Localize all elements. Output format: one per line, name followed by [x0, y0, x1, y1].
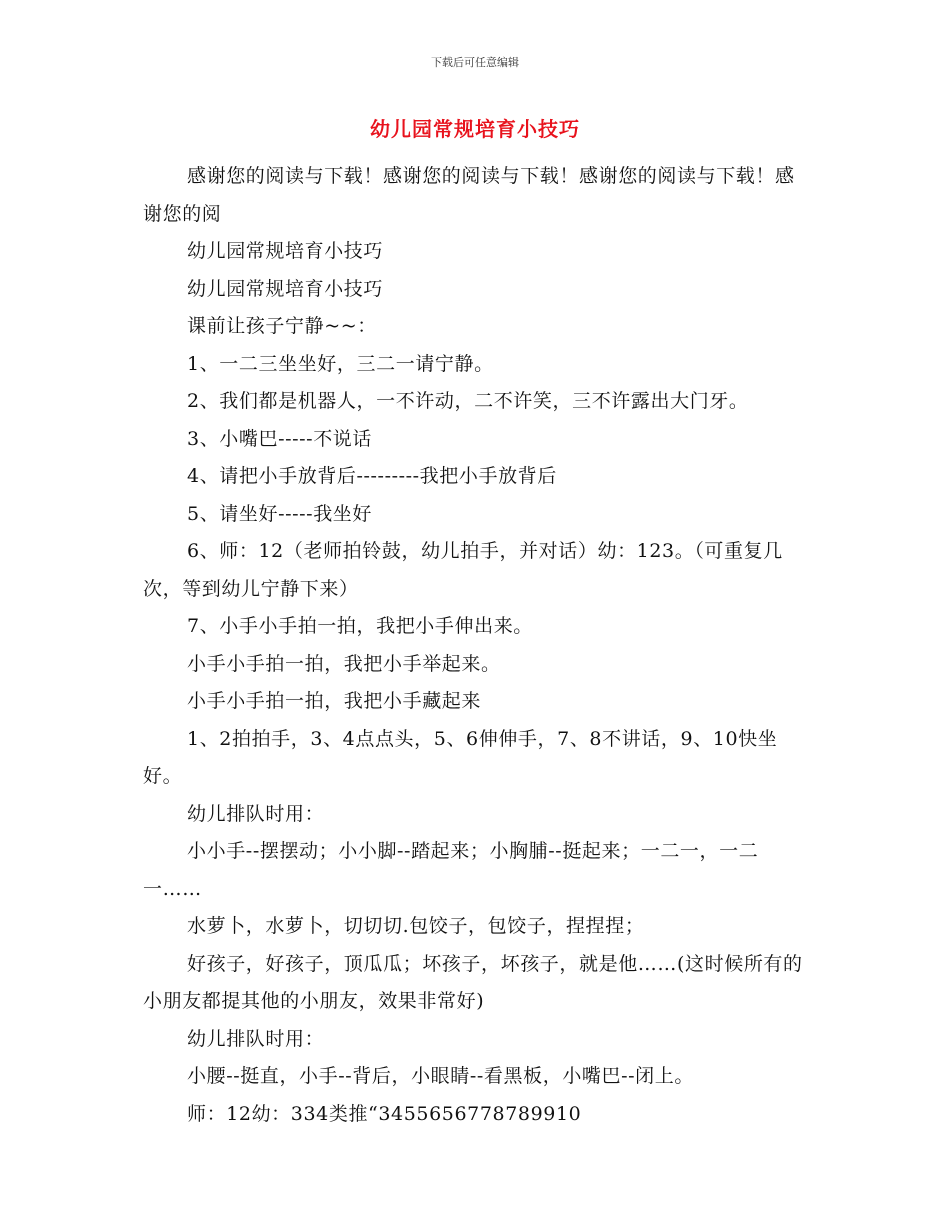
paragraph: 小手小手拍一拍，我把小手藏起来 [187, 690, 482, 712]
paragraph: 3、小嘴巴-----不说话 [187, 427, 372, 450]
paragraph: 幼儿排队时用： [187, 802, 325, 825]
paragraph: 水萝卜，水萝卜，切切切.包饺子，包饺子，捏捏捏； [187, 915, 645, 937]
paragraph: 1、2拍拍手，3、4点点头，5、6伸伸手，7、8不讲话，9、10快坐好。 [143, 727, 778, 787]
paragraph: 1、一二三坐坐好，三二一请宁静。 [187, 352, 494, 375]
paragraph: 幼儿园常规培育小技巧 [187, 240, 384, 262]
paragraph: 7、小手小手拍一拍，我把小手伸出来。 [187, 615, 533, 637]
paragraph: 师：12幼：334类推“3455656778789910 [187, 1102, 582, 1125]
paragraph: 4、请把小手放背后---------我把小手放背后 [187, 465, 557, 487]
paragraph: 幼儿园常规培育小技巧 [187, 277, 384, 300]
paragraph: 小手小手拍一拍，我把小手举起来。 [187, 652, 501, 675]
paragraph: 幼儿排队时用： [187, 1027, 325, 1050]
paragraph: 好孩子，好孩子，顶瓜瓜；坏孩子，坏孩子，就是他……(这时候所有的小朋友都提其他的小朋友，效果非常好) [143, 952, 803, 1012]
paragraph: 小腰--挺直，小手--背后，小眼睛--看黑板，小嘴巴--闭上。 [187, 1065, 694, 1087]
paragraph: 小小手--摆摆动；小小脚--踏起来；小胸脯--挺起来；一二一，一二一…… [143, 840, 759, 900]
paragraph: 2、我们都是机器人，一不许动，二不许笑，三不许露出大门牙。 [187, 390, 749, 412]
document-body [143, 158, 809, 1133]
paragraph: 课前让孩子宁静~~： [187, 315, 377, 337]
paragraph: 5、请坐好-----我坐好 [187, 502, 372, 525]
paragraph: 6、师：12（老师拍铃鼓，幼儿拍手，并对话）幼：123。（可重复几次，等到幼儿宁静下来） [143, 540, 783, 600]
document-title: 幼儿园常规培育小技巧 [370, 117, 580, 141]
header-note: 下载后可任意编辑 [431, 56, 519, 69]
paragraph: 感谢您的阅读与下载！感谢您的阅读与下载！感谢您的阅读与下载！感谢您的阅 [143, 165, 795, 225]
